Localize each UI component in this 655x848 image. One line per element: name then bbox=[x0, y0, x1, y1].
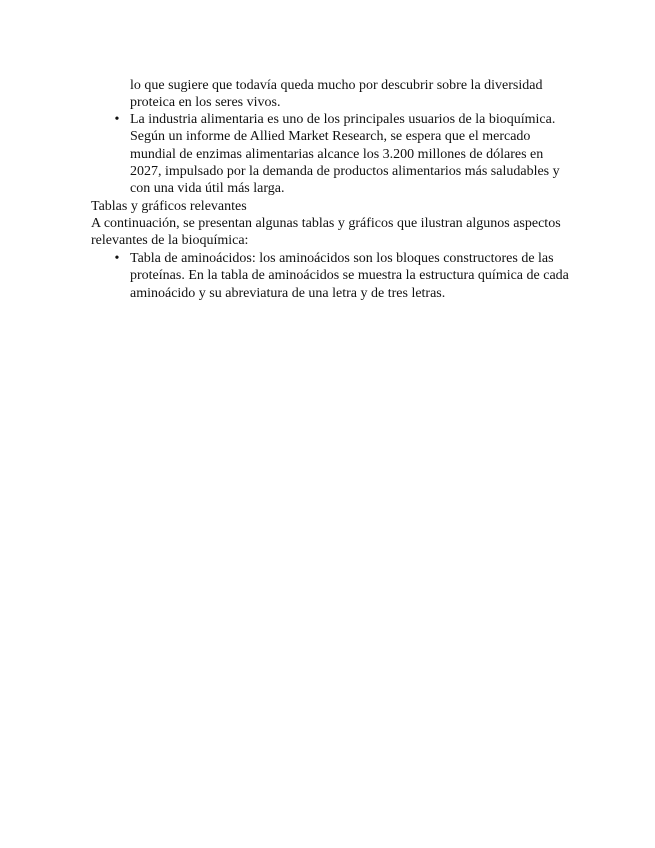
intro-paragraph: A continuación, se presentan algunas tablas y gráficos que ilustran algunos aspectos relevantes de la bioquímica: bbox=[91, 216, 561, 249]
bullet-marker: • bbox=[114, 251, 120, 266]
section-heading: Tablas y gráficos relevantes bbox=[91, 199, 247, 214]
list-item-food-industry bbox=[110, 111, 575, 197]
list-item-text: Tabla de aminoácidos: los aminoácidos son los bloques constructores de las proteínas. En la tabla de aminoácidos se muestra la estructura química de cada aminoácido y su abreviatura de una letra y de tres letras. bbox=[130, 251, 569, 301]
list-item-amino-acid-table bbox=[110, 250, 575, 302]
continuation-paragraph: lo que sugiere que todavía queda mucho por descubrir sobre la diversidad proteica en los seres vivos. bbox=[130, 78, 543, 111]
bullet-marker: • bbox=[114, 112, 120, 127]
list-item-text: La industria alimentaria es uno de los principales usuarios de la bioquímica. Según un informe de Allied Market Research, se espera que el mercado mundial de enzimas alimentarias alcance los 3.200 millones de dólares en 2027, impulsado por la demanda de productos alimentarios más saludables y con una vida útil más larga. bbox=[130, 112, 560, 197]
